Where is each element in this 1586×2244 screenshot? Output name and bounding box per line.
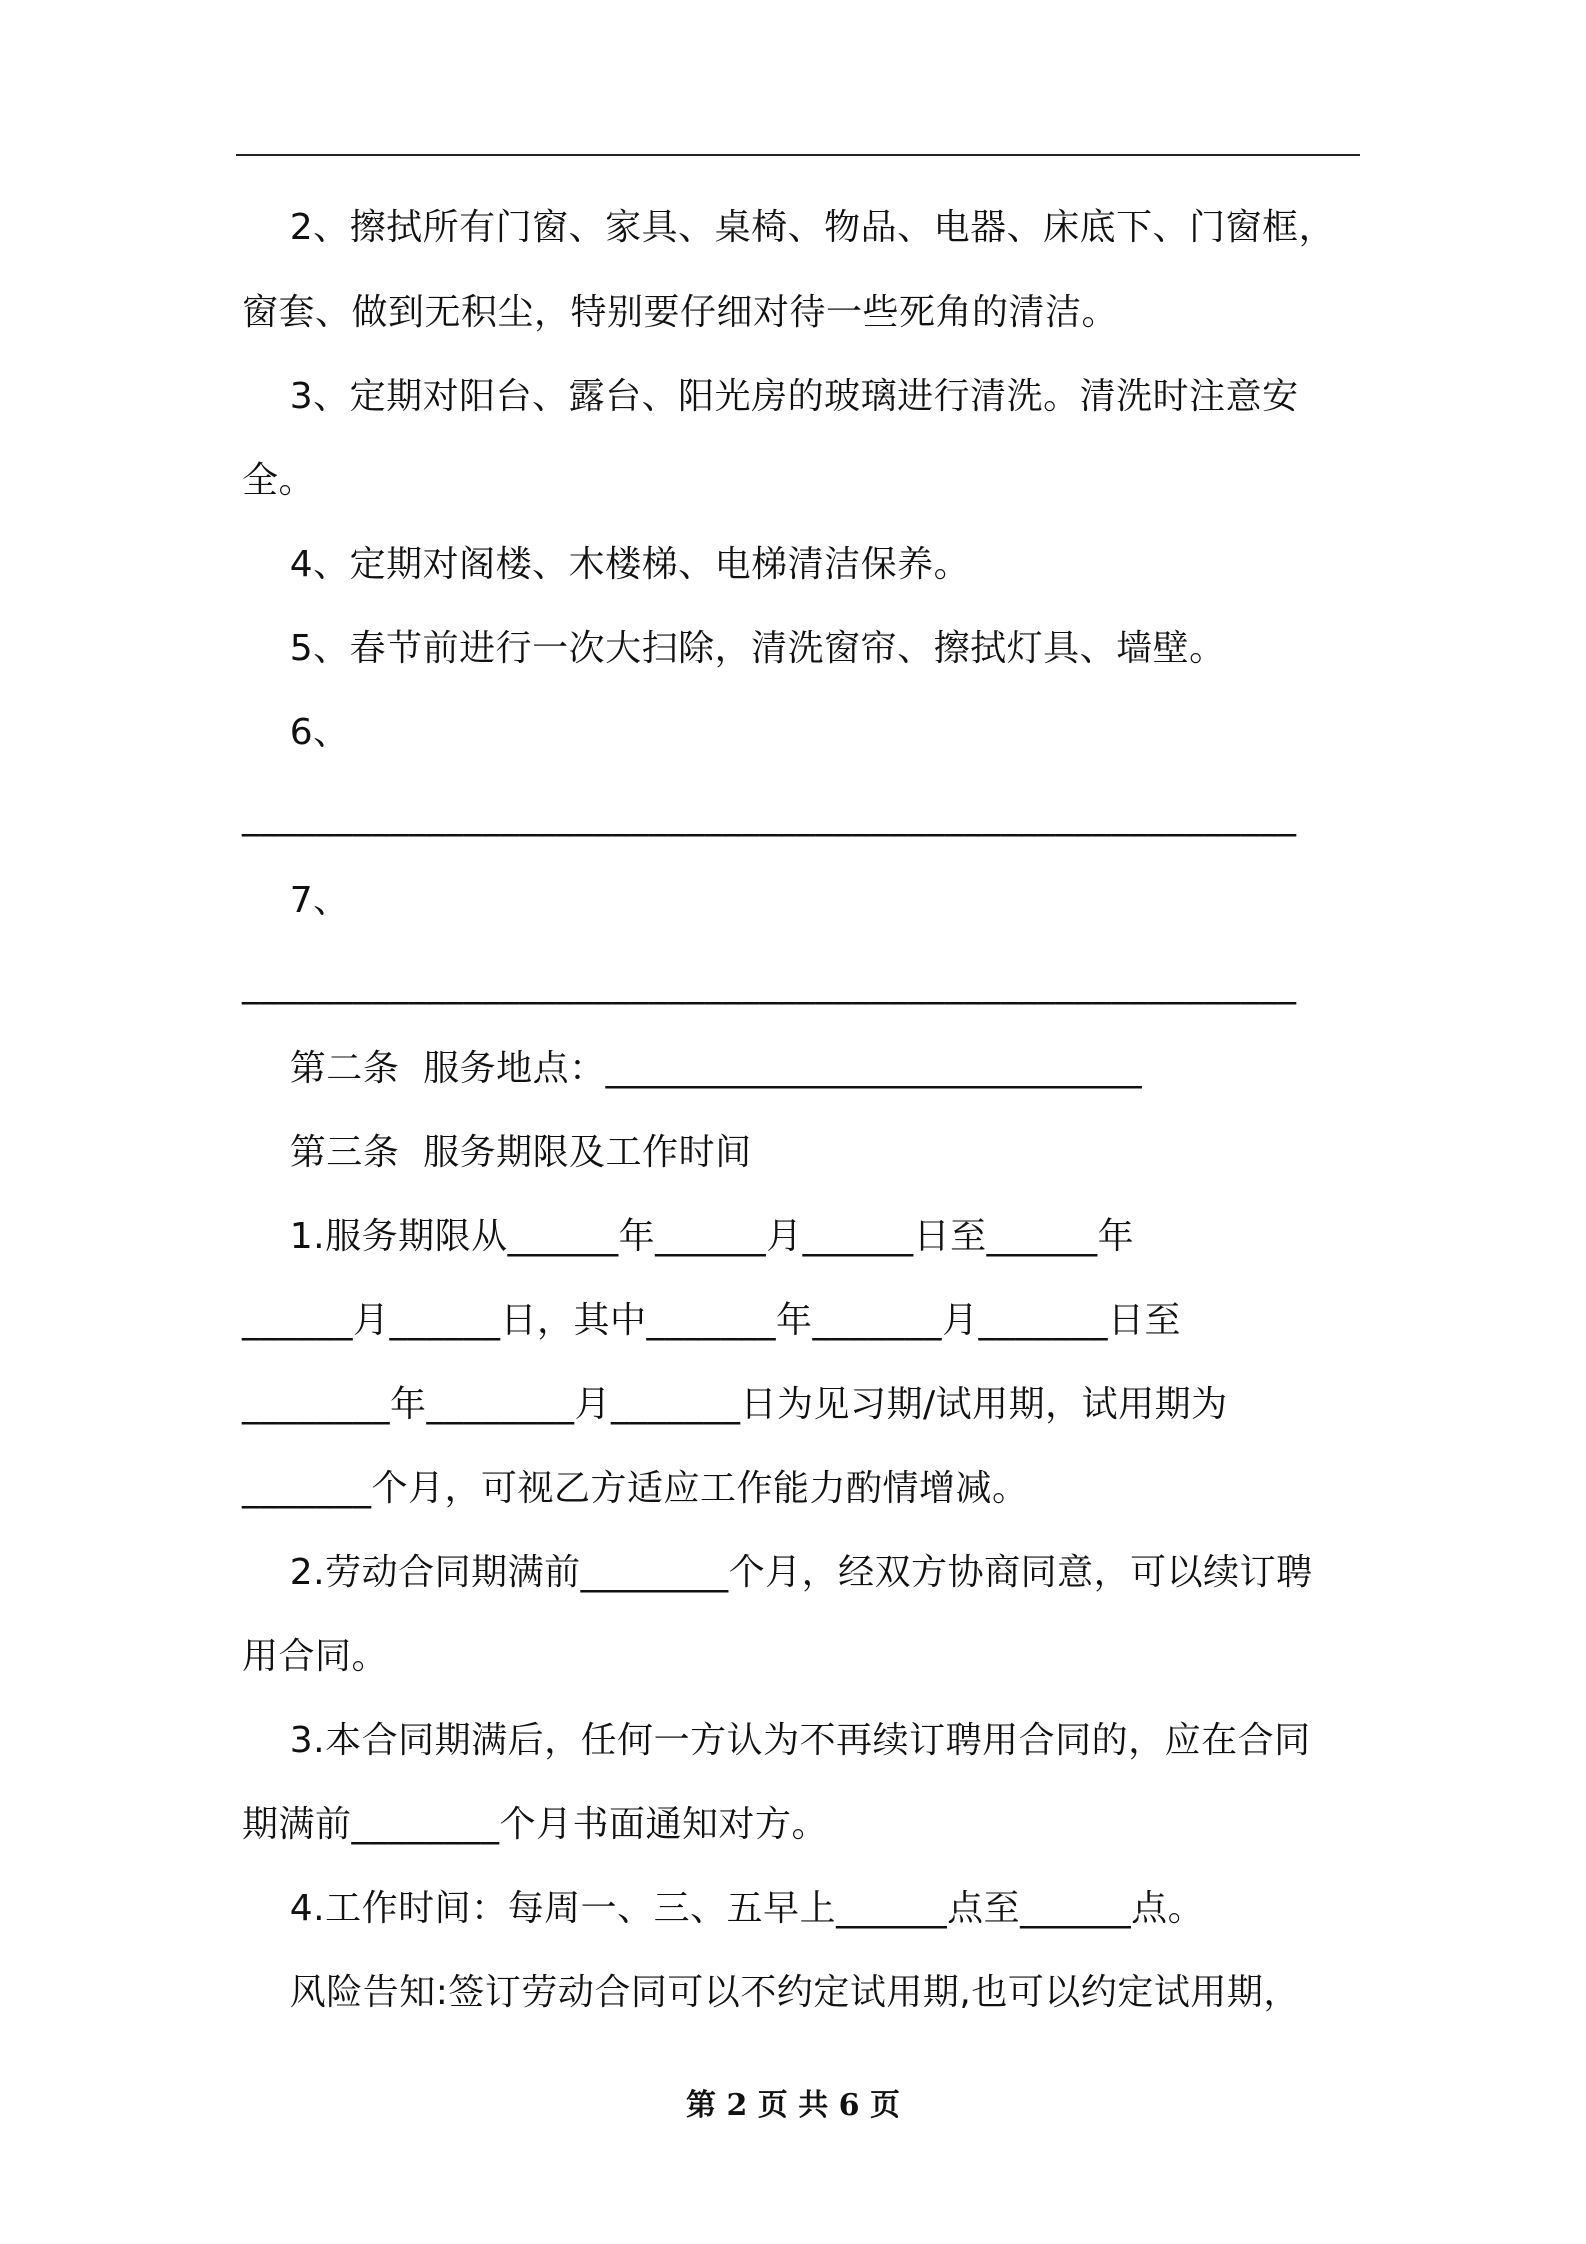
body-line-21: 4.工作时间：每周一、三、五早上______点至______点。 — [242, 1888, 1205, 1929]
body-line-3: 3、定期对阳台、露台、阳光房的玻璃进行清洗。清洗时注意安 — [242, 376, 1299, 417]
body-line-4: 全。 — [242, 460, 316, 501]
page-number: 第 2 页 共 6 页 — [686, 2088, 900, 2123]
body-line-15: ________年________月_______日为见习期/试用期，试用期为 — [242, 1384, 1228, 1425]
body-line-7: 6、 — [242, 712, 350, 753]
article-3-heading: 第三条 服务期限及工作时间 — [242, 1132, 752, 1173]
body-line-13: 1.服务期限从______年______月______日至______年 — [242, 1216, 1135, 1257]
body-line-5: 4、定期对阁楼、木楼梯、电梯清洁保养。 — [242, 544, 971, 585]
body-line-14: ______月______日，其中_______年_______月_______日至 — [242, 1300, 1182, 1341]
body-line-6: 5、春节前进行一次大扫除，清洗窗帘、擦拭灯具、墙壁。 — [242, 628, 1226, 669]
body-line-17: 2.劳动合同期满前________个月，经双方协商同意，可以续订聘 — [242, 1552, 1313, 1593]
header-rule — [236, 154, 1360, 156]
body-line-16: _______个月，可视乙方适应工作能力酌情增减。 — [242, 1468, 1029, 1509]
blank-line-2: _________________________________________________________ — [242, 964, 1297, 1005]
article-2-line: 第二条 服务地点：_____________________________ — [242, 1048, 1143, 1089]
body-line-19: 3.本合同期满后，任何一方认为不再续订聘用合同的，应在合同 — [242, 1720, 1311, 1761]
body-line-22: 风险告知:签订劳动合同可以不约定试用期,也可以约定试用期， — [242, 1972, 1300, 2013]
body-line-20: 期满前________个月书面通知对方。 — [242, 1804, 829, 1845]
body-line-18: 用合同。 — [242, 1636, 389, 1677]
body-line-9: 7、 — [242, 880, 350, 921]
body-line-1: 2、擦拭所有门窗、家具、桌椅、物品、电器、床底下、门窗框， — [242, 207, 1336, 248]
blank-line-1: _________________________________________________________ — [242, 796, 1297, 837]
body-line-2: 窗套、做到无积尘，特别要仔细对待一些死角的清洁。 — [242, 292, 1119, 333]
